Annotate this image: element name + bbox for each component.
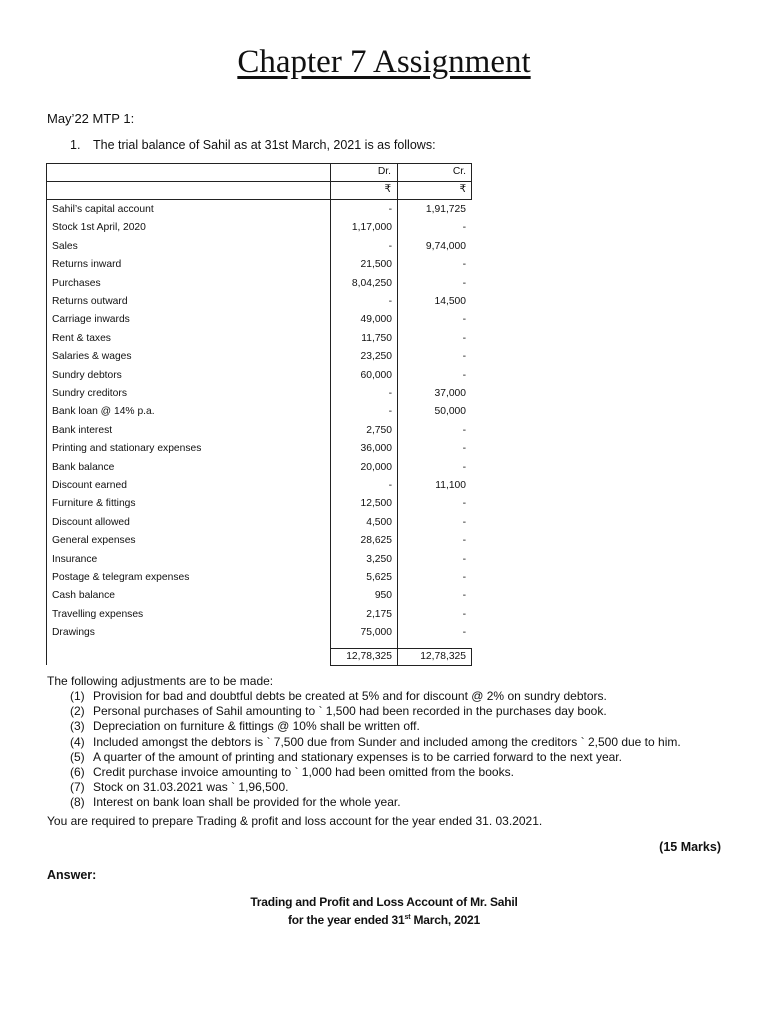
cr-amount: - (462, 498, 466, 510)
adjustment-number: (7) (70, 780, 85, 795)
account-name: Furniture & fittings (52, 498, 136, 510)
dr-amount: 20,000 (360, 461, 392, 473)
dr-amount: 12,500 (360, 498, 392, 510)
cr-amount: - (462, 572, 466, 583)
table-row (46, 514, 472, 532)
adjustment-text: Included amongst the debtors is ` 7,500 due from Sunder and included among the creditors ` 2,500 due to him. (93, 734, 681, 749)
account-name: Printing and stationary expenses (52, 443, 202, 455)
list-item (70, 719, 681, 734)
page-title: Chapter 7 Assignment (237, 44, 531, 80)
cr-amount: - (462, 369, 466, 381)
account-name: Stock 1st April, 2020 (52, 222, 146, 234)
account-name: Travelling expenses (52, 608, 144, 620)
list-item (70, 765, 681, 780)
account-name: Salaries & wages (52, 351, 132, 363)
account-name: Bank interest (52, 424, 113, 436)
cr-amount: - (462, 627, 466, 639)
table-row (46, 477, 472, 495)
trial-balance-table (46, 163, 472, 665)
table-row (46, 569, 472, 587)
cr-amount: - (462, 314, 466, 326)
account-name: Carriage inwards (52, 314, 130, 326)
table-row (46, 624, 472, 642)
account-name: Cash balance (52, 590, 115, 602)
table-row (46, 367, 472, 385)
account-name: Sundry creditors (52, 388, 127, 399)
table-row (46, 385, 472, 403)
dr-amount: 1,17,000 (351, 222, 392, 234)
table-row (46, 532, 472, 550)
dr-amount: 75,000 (360, 627, 392, 639)
account-title-line-1: Trading and Profit and Loss Account of Mr. Sahil (250, 895, 518, 909)
dr-amount: 8,04,250 (351, 277, 392, 289)
dr-amount: 28,625 (360, 535, 392, 547)
adjustment-number: (8) (70, 795, 85, 810)
dr-amount: 11,750 (361, 332, 392, 344)
adjustments-list (70, 689, 681, 811)
cr-amount: - (462, 553, 466, 565)
answer-label: Answer: (47, 868, 97, 882)
list-item (70, 780, 681, 795)
account-name: Sahil’s capital account (52, 204, 154, 215)
dr-amount: - (388, 204, 392, 215)
adjustment-text: Provision for bad and doubtful debts be created at 5% and for discount @ 2% on sundry debtors. (93, 689, 607, 703)
account-title-line-2-text: for the year ended 31 (288, 913, 405, 927)
cr-amount: - (462, 608, 466, 620)
dr-amount: 2,750 (366, 424, 392, 436)
table-header-bottom (46, 199, 472, 200)
table-row (46, 348, 472, 366)
dr-amount: 2,175 (366, 608, 392, 620)
cr-amount: - (462, 277, 466, 289)
table-row (46, 587, 472, 605)
table-row (46, 495, 472, 513)
cr-amount: - (462, 461, 466, 473)
adjustment-number: (2) (70, 704, 85, 719)
cr-amount: 1,91,725 (425, 204, 466, 215)
dr-amount: 5,625 (366, 572, 392, 583)
dr-amount: 49,000 (360, 314, 392, 326)
account-name: Bank loan @ 14% p.a. (52, 406, 155, 418)
adjustment-number: (1) (70, 689, 85, 703)
account-name: Bank balance (52, 461, 115, 473)
cr-amount: 37,000 (434, 388, 466, 399)
cr-header: Cr. (452, 166, 466, 177)
table-row (46, 551, 472, 569)
adjustment-number: (6) (70, 764, 85, 779)
list-item (70, 735, 681, 750)
dr-amount: 60,000 (360, 369, 392, 381)
dr-amount: 4,500 (366, 516, 392, 528)
account-name: Insurance (52, 553, 98, 565)
table-row (46, 459, 472, 477)
list-item (70, 750, 681, 765)
cr-amount: 14,500 (434, 296, 466, 307)
list-item (70, 704, 681, 719)
question-number: 1. (70, 138, 81, 152)
account-name: Sales (52, 240, 78, 252)
cr-amount: - (462, 443, 466, 455)
total-row (46, 648, 472, 666)
dr-amount: 950 (374, 590, 392, 602)
adjustments-intro: The following adjustments are to be made: (47, 674, 274, 688)
table-row (46, 311, 472, 329)
account-name: Postage & telegram expenses (52, 572, 190, 583)
dr-amount: - (388, 240, 392, 252)
cr-amount: - (462, 222, 466, 234)
cr-amount: - (462, 351, 466, 363)
table-row (46, 440, 472, 458)
dr-amount: 21,500 (360, 259, 392, 271)
section-heading: May’22 MTP 1: (47, 111, 135, 126)
cr-amount: - (462, 516, 466, 528)
adjustment-text: A quarter of the amount of printing and stationary expenses is to be carried forward to the next year. (93, 749, 622, 764)
table-row (46, 606, 472, 624)
cr-currency: ₹ (459, 184, 466, 195)
adjustment-number: (4) (70, 734, 85, 749)
adjustment-number: (3) (70, 719, 85, 734)
cr-amount: 11,100 (435, 480, 466, 491)
table-row (46, 330, 472, 348)
account-name: Returns inward (52, 259, 122, 271)
table-row (46, 219, 472, 237)
dr-currency: ₹ (384, 184, 391, 195)
cr-amount: - (462, 535, 466, 547)
adjustment-text: Depreciation on furniture & fittings @ 10% shall be written off. (93, 719, 420, 734)
account-name: General expenses (52, 535, 136, 547)
question-line (70, 138, 436, 152)
account-title-line-2-end: March, 2021 (410, 913, 480, 927)
list-item (70, 795, 681, 810)
account-name: Purchases (52, 277, 101, 289)
dr-header: Dr. (377, 166, 391, 177)
adjustment-text: Interest on bank loan shall be provided for the whole year. (93, 795, 401, 810)
account-name: Drawings (52, 627, 95, 639)
dr-amount: 23,250 (360, 351, 392, 363)
cr-amount: - (462, 590, 466, 602)
account-name: Sundry debtors (52, 369, 122, 381)
table-row (46, 403, 472, 421)
dr-amount: - (388, 296, 392, 307)
table-row (46, 422, 472, 440)
dr-amount: - (388, 480, 392, 491)
adjustment-text: Credit purchase invoice amounting to ` 1,000 had been omitted from the books. (93, 764, 514, 779)
account-title (0, 895, 768, 928)
table-row (46, 275, 472, 293)
cr-amount: 9,74,000 (425, 240, 466, 252)
table-row (46, 256, 472, 274)
total-cr: 12,78,325 (420, 651, 466, 662)
list-item (70, 689, 681, 704)
adjustment-text: Stock on 31.03.2021 was ` 1,96,500. (93, 780, 289, 795)
question-text: The trial balance of Sahil as at 31st March, 2021 is as follows: (93, 138, 436, 152)
table-row (46, 201, 472, 219)
adjustment-number: (5) (70, 749, 85, 764)
table-row (46, 293, 472, 311)
dr-amount: - (388, 388, 392, 399)
account-title-line-2 (0, 910, 768, 928)
cr-amount: - (462, 259, 466, 271)
dr-amount: - (388, 406, 392, 418)
cr-amount: 50,000 (434, 406, 466, 418)
total-dr: 12,78,325 (346, 651, 392, 662)
cr-amount: - (462, 332, 466, 344)
dr-amount: 3,250 (366, 553, 392, 565)
adjustment-text: Personal purchases of Sahil amounting to ` 1,500 had been recorded in the purchases day book. (93, 704, 607, 719)
table-row (46, 238, 472, 256)
account-name: Rent & taxes (52, 332, 111, 344)
marks-label: (15 Marks) (659, 840, 721, 854)
requirement-text: You are required to prepare Trading & profit and loss account for the year ended 31. 03.2021. (47, 814, 543, 828)
account-name: Discount allowed (52, 516, 130, 528)
cr-amount: - (462, 424, 466, 436)
account-name: Discount earned (52, 480, 127, 491)
dr-amount: 36,000 (360, 443, 392, 455)
account-title-superscript: st (404, 914, 411, 921)
account-name: Returns outward (52, 296, 128, 307)
